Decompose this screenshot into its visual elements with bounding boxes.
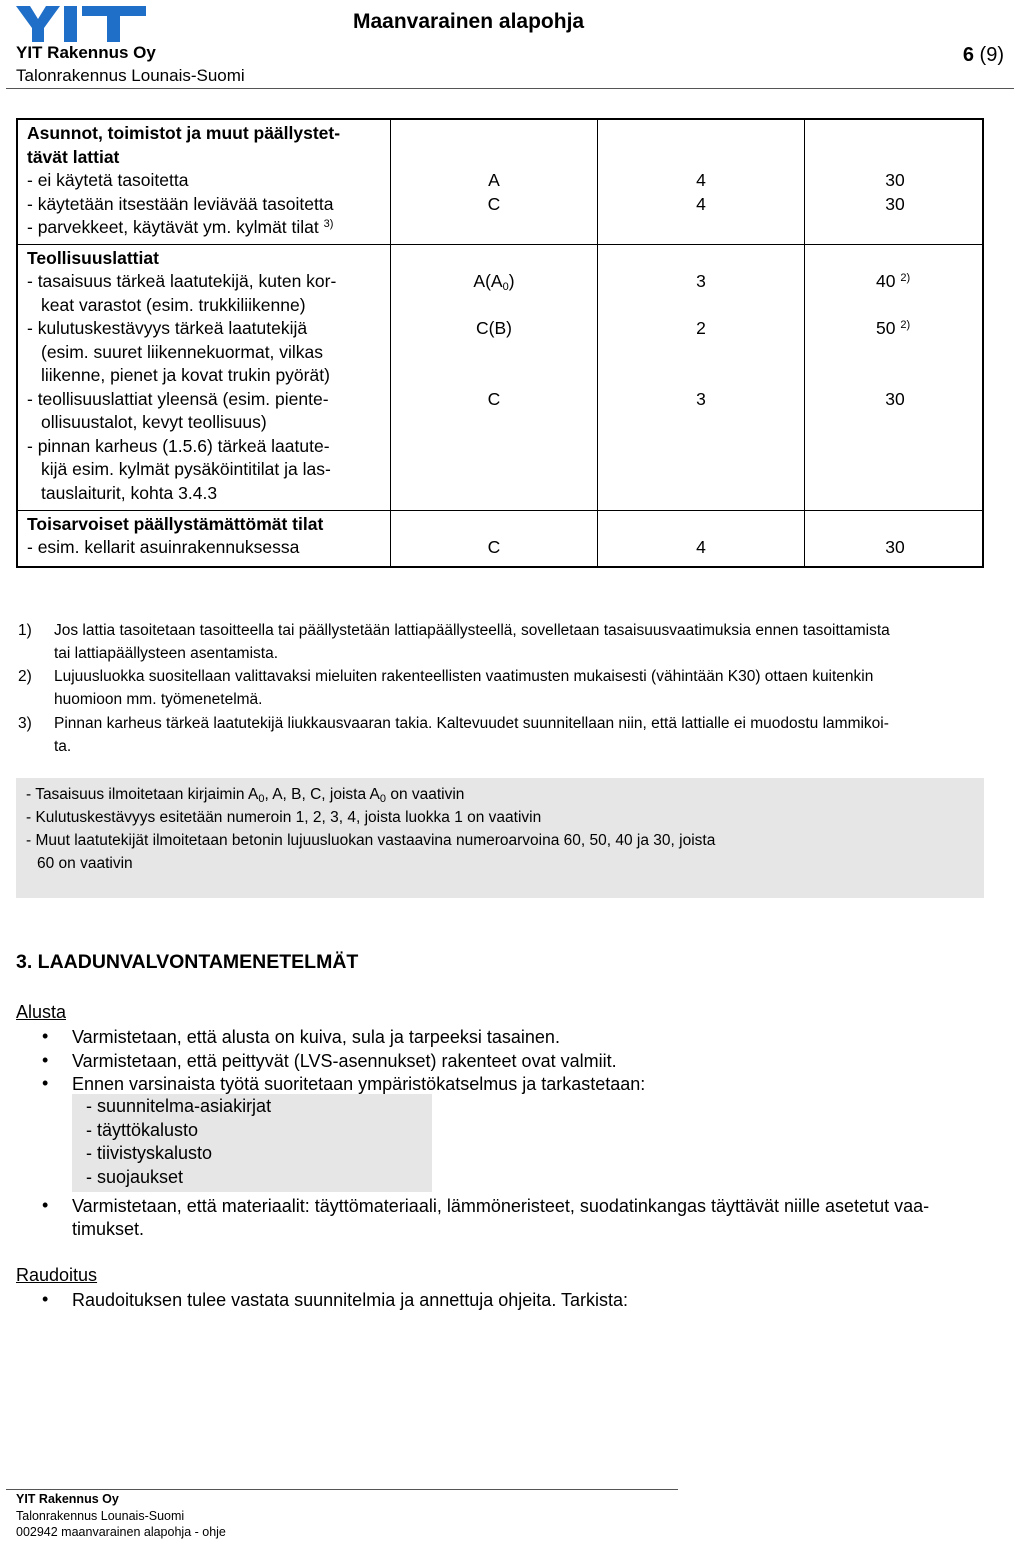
- table-row-label: keat varastot (esim. trukkiliikenne): [41, 295, 306, 315]
- section-title: 3. LAADUNVALVONTAMENETELMÄT: [16, 951, 359, 973]
- table-row-divider: [18, 244, 982, 245]
- note-line: - Muut laatutekijät ilmoitetaan betonin lujuusluokan vastaavina numeroarvoina 60, 50, 40 ja 30, joista: [26, 832, 716, 849]
- checklist-item: - suunnitelma-asiakirjat: [86, 1096, 272, 1116]
- footer-unit: Talonrakennus Lounais-Suomi: [16, 1509, 185, 1523]
- yit-logo: [16, 6, 146, 42]
- quality-table: [16, 118, 984, 568]
- footer-divider: [6, 1489, 678, 1490]
- bullet-icon: •: [42, 1289, 49, 1309]
- table-row-divider: [18, 510, 982, 511]
- cell-wear: 3: [696, 271, 706, 291]
- cell-evenness: $A(A_0)$: [473, 271, 515, 293]
- bullet-icon: •: [42, 1050, 49, 1070]
- table-row-label: - parvekkeet, käytävät ym. kylmät tilat $^{3)}$: [27, 217, 334, 237]
- subheading-alusta: Alusta: [16, 1002, 67, 1022]
- cell-wear: 4: [696, 537, 706, 557]
- section-heading: tävät lattiat: [27, 147, 120, 167]
- cell-strength: 30: [885, 170, 905, 190]
- table-col-divider: [390, 120, 391, 566]
- header-unit: Talonrakennus Lounais-Suomi: [16, 66, 245, 85]
- section-heading: Asunnot, toimistot ja muut päällystet-: [27, 123, 341, 143]
- footer-doc: 002942 maanvarainen alapohja - ohje: [16, 1525, 226, 1539]
- checklist-item: - suojaukset: [86, 1167, 184, 1187]
- subheading-raudoitus: Raudoitus: [16, 1265, 98, 1285]
- cell-wear: 3: [696, 389, 706, 409]
- note-line: - Kulutuskestävyys esitetään numeroin 1, 2, 3, 4, joista luokka 1 on vaativin: [26, 809, 542, 826]
- table-row-label: - kulutuskestävyys tärkeä laatutekijä: [27, 318, 308, 338]
- checklist-item: - tiivistyskalusto: [86, 1143, 213, 1163]
- cell-evenness: C: [487, 537, 501, 557]
- cell-evenness: C: [487, 389, 501, 409]
- cell-strength: 30: [885, 389, 905, 409]
- table-row-label: - pinnan karheus (1.5.6) tärkeä laatute-: [27, 436, 330, 456]
- header-company: YIT Rakennus Oy: [16, 43, 156, 62]
- table-row-label: - teollisuuslattiat yleensä (esim. piente-: [27, 389, 329, 409]
- bullet-icon: •: [42, 1026, 49, 1046]
- cell-wear: 4: [696, 194, 706, 214]
- bullet-icon: •: [42, 1195, 49, 1215]
- cell-wear: 4: [696, 170, 706, 190]
- cell-strength: 50 $^{2)}$: [876, 318, 911, 338]
- table-col-divider: [804, 120, 805, 566]
- header-divider: [6, 88, 1014, 89]
- table-col-divider: [597, 120, 598, 566]
- page-number: 6 (9): [962, 44, 1004, 66]
- cell-strength: 30: [885, 194, 905, 214]
- table-row-label: tauslaiturit, kohta 3.4.3: [41, 483, 218, 503]
- footer-company: YIT Rakennus Oy: [16, 1492, 119, 1506]
- table-row-label: liikenne, pienet ja kovat trukin pyörät): [41, 365, 330, 385]
- cell-evenness: C(B): [476, 318, 512, 338]
- checklist-item: - täyttökalusto: [86, 1120, 199, 1140]
- table-row-label: kijä esim. kylmät pysäköintitilat ja las-: [41, 459, 331, 479]
- note-line: - Tasaisuus ilmoitetaan kirjaimin $A_0$, A, B, C, joista $A_0$ on vaativin: [26, 786, 465, 805]
- section-heading: Teollisuuslattiat: [27, 248, 159, 268]
- table-row-label: - esim. kellarit asuinrakennuksessa: [27, 537, 300, 557]
- cell-wear: 2: [696, 318, 706, 338]
- table-row-label: - tasaisuus tärkeä laatutekijä, kuten kor-: [27, 271, 337, 291]
- list-item: Raudoituksen tulee vastata suunnitelmia ja annettuja ohjeita. Tarkista:: [72, 1290, 629, 1310]
- table-row-label: - ei käytetä tasoitetta: [27, 170, 189, 190]
- cell-strength: 30: [885, 537, 905, 557]
- bullet-icon: •: [42, 1073, 49, 1093]
- section-heading: Toisarvoiset päällystämättömät tilat: [27, 514, 324, 534]
- table-row-label: (esim. suuret liikennekuormat, vilkas: [41, 342, 324, 362]
- cell-strength: 40 $^{2)}$: [876, 271, 911, 291]
- list-item: Varmistetaan, että peittyvät (LVS-asennukset) rakenteet ovat valmiit.: [72, 1051, 617, 1071]
- list-item-cont: timukset.: [72, 1219, 145, 1239]
- list-item: Varmistetaan, että alusta on kuiva, sula ja tarpeeksi tasainen.: [72, 1027, 560, 1047]
- cell-evenness: C: [487, 194, 501, 214]
- list-item: Ennen varsinaista työtä suoritetaan ympäristökatselmus ja tarkastetaan:: [72, 1074, 646, 1094]
- table-row-label: - käytetään itsestään leviävää tasoitetta: [27, 194, 334, 214]
- note-line: 60 on vaativin: [37, 855, 133, 872]
- list-item: Varmistetaan, että materiaalit: täyttömateriaali, lämmöneristeet, suodatinkangas täyttävät niille asetetut vaa-: [72, 1196, 930, 1216]
- table-row-label: ollisuustalot, kevyt teollisuus): [41, 412, 267, 432]
- cell-evenness: A: [488, 170, 500, 190]
- page-title: Maanvarainen alapohja: [353, 10, 585, 33]
